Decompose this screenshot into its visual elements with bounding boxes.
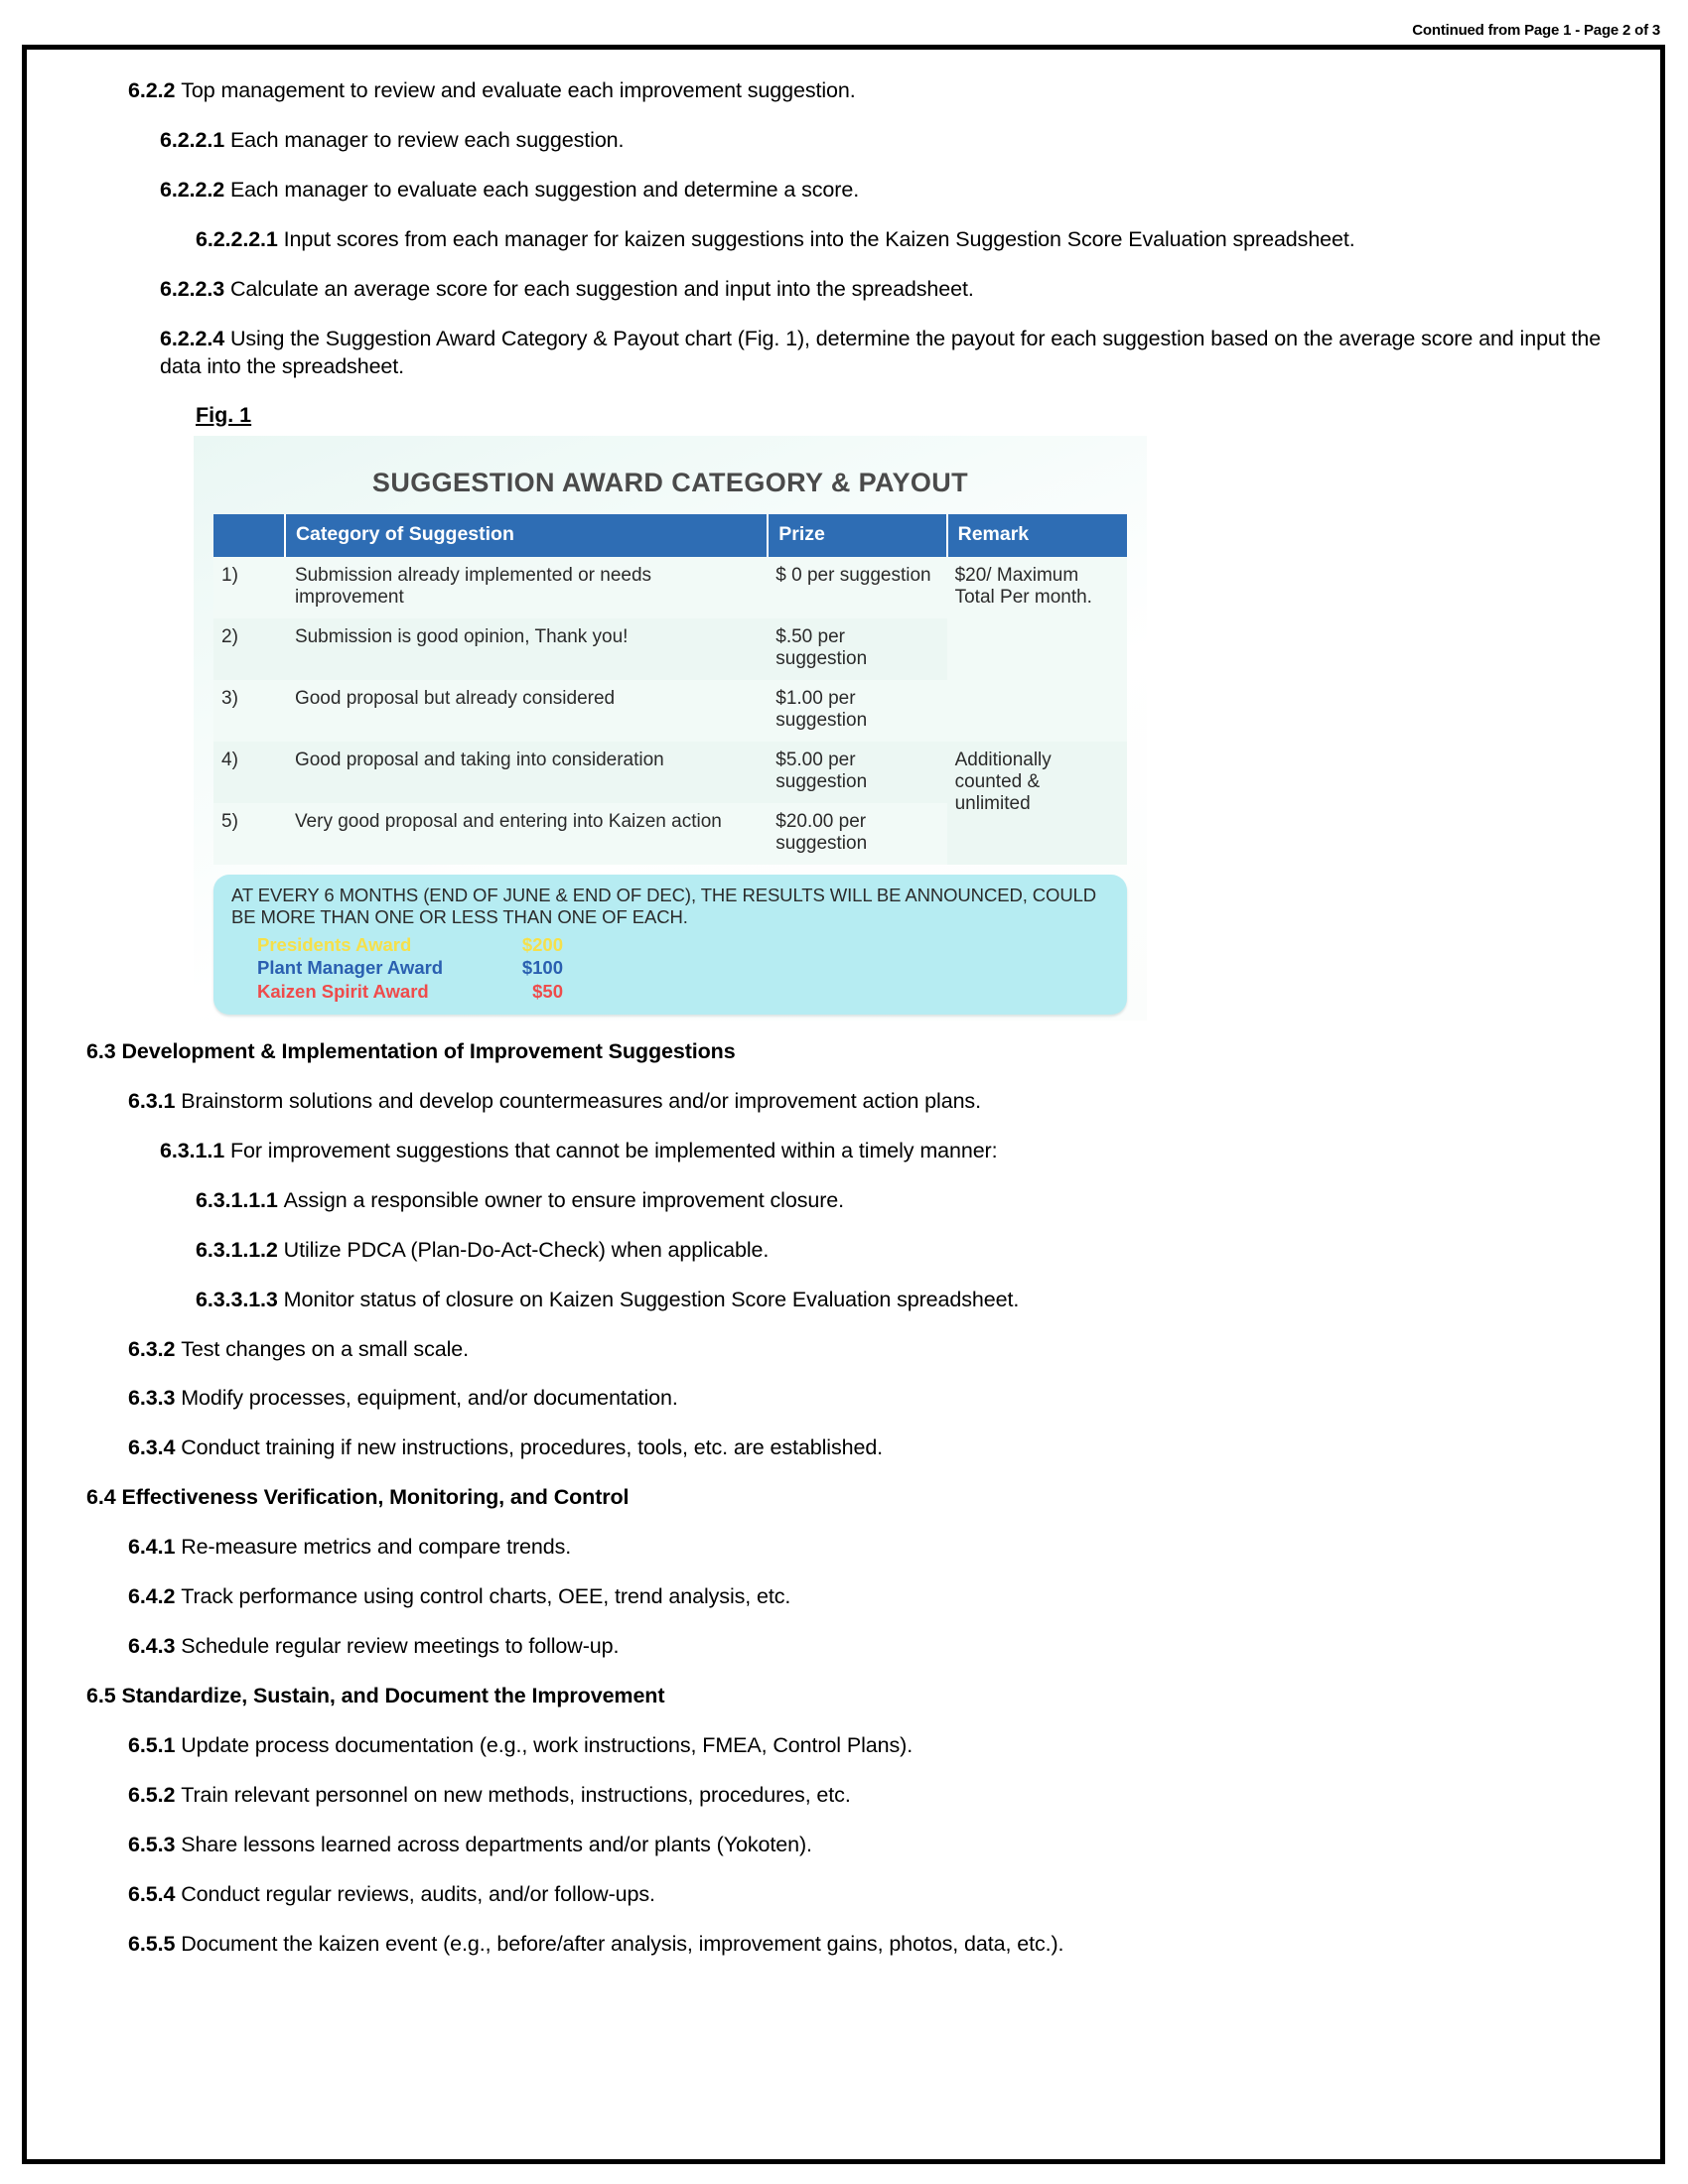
clause-text: Effectiveness Verification, Monitoring, and Control <box>121 1485 630 1510</box>
award-amount: $200 <box>521 934 563 955</box>
row-remark: Additionally counted & unlimited <box>947 742 1127 865</box>
award-table-body <box>213 557 1127 865</box>
clause-text: Update process documentation (e.g., work instructions, FMEA, Control Plans). <box>181 1733 914 1758</box>
clause-text: Top management to review and evaluate each improvement suggestion. <box>181 78 856 102</box>
clause-number: 6.3.1.1.1 <box>196 1187 284 1212</box>
clause-6-5-5 <box>128 1931 1620 1959</box>
document-body <box>27 50 1660 2159</box>
award-list <box>231 933 1111 1003</box>
clause-6-3 <box>86 1038 1620 1066</box>
column-header-category: Category of Suggestion <box>285 514 768 557</box>
row-number: 3) <box>213 680 285 742</box>
clause-6-4-2 <box>128 1583 1620 1611</box>
clause-6-3-1 <box>128 1088 1620 1116</box>
clause-6-3-1-1-1 <box>196 1187 1620 1215</box>
clause-6-5-2 <box>128 1782 1620 1810</box>
clause-text: Re-measure metrics and compare trends. <box>181 1535 572 1560</box>
clause-6-4 <box>86 1484 1620 1512</box>
clause-6-3-3 <box>128 1385 1620 1413</box>
award-amount: $100 <box>521 957 563 979</box>
row-category: Submission already implemented or needs improvement <box>285 557 768 618</box>
figure-title: SUGGESTION AWARD CATEGORY & PAYOUT <box>371 467 969 497</box>
clause-6-3-3-1-3 <box>196 1287 1620 1314</box>
clause-number: 6.4.2 <box>128 1584 182 1609</box>
row-category: Very good proposal and entering into Kaizen action <box>285 803 768 865</box>
clause-text: Schedule regular review meetings to follow-up. <box>181 1634 620 1659</box>
clause-text: Brainstorm solutions and develop countermeasures and/or improvement action plans. <box>181 1088 981 1113</box>
clause-6-5-3 <box>128 1832 1620 1859</box>
clause-number: 6.3 <box>86 1038 122 1063</box>
figure-label: Fig. 1 <box>196 402 252 427</box>
callout-text: AT EVERY 6 MONTHS (END OF JUNE & END OF DEC), THE RESULTS WILL BE ANNOUNCED, COULD BE MORE THAN ONE OR LESS THAN ONE OF EACH. <box>231 884 1097 928</box>
award-item-kaizen-spirit <box>257 980 1111 1003</box>
clause-6-5-4 <box>128 1881 1620 1909</box>
table-row <box>213 557 1127 618</box>
clause-number: 6.2.2.4 <box>160 326 230 350</box>
clause-6-3-1-1 <box>160 1138 1620 1165</box>
column-header-prize: Prize <box>768 514 946 557</box>
clause-number: 6.3.1.1 <box>160 1138 230 1162</box>
clause-text: Train relevant personnel on new methods, instructions, procedures, etc. <box>181 1782 851 1807</box>
clause-number: 6.3.3 <box>128 1386 182 1411</box>
clause-text: Conduct training if new instructions, procedures, tools, etc. are established. <box>181 1435 884 1460</box>
clause-text: Each manager to evaluate each suggestion and determine a score. <box>229 177 860 202</box>
clause-6-5 <box>86 1683 1620 1710</box>
figure-canvas <box>194 436 1147 1021</box>
table-row <box>213 742 1127 803</box>
clause-6-4-1 <box>128 1534 1620 1562</box>
clause-text: Input scores from each manager for kaizen suggestions into the Kaizen Suggestion Score Evaluation spreadsheet. <box>283 226 1355 251</box>
clause-number: 6.2.2.2.1 <box>196 226 284 251</box>
clause-6-3-1-1-2 <box>196 1237 1620 1265</box>
clause-6-2-2-3 <box>160 276 1620 304</box>
row-prize: $5.00 per suggestion <box>768 742 946 803</box>
clause-text: Monitor status of closure on Kaizen Suggestion Score Evaluation spreadsheet. <box>283 1287 1020 1311</box>
clause-text: Document the kaizen event (e.g., before/after analysis, improvement gains, photos, data, etc.). <box>181 1931 1064 1956</box>
figure-1 <box>194 436 1177 1038</box>
clause-text: Track performance using control charts, OEE, trend analysis, etc. <box>181 1584 791 1609</box>
clause-text: Standardize, Sustain, and Document the Improvement <box>121 1684 665 1708</box>
clause-6-3-4 <box>128 1434 1620 1462</box>
page-continued-note: Continued from Page 1 - Page 2 of 3 <box>1412 22 1660 39</box>
clause-number: 6.3.4 <box>128 1435 182 1460</box>
row-prize: $20.00 per suggestion <box>768 803 946 865</box>
clause-number: 6.3.2 <box>128 1336 182 1361</box>
clause-text: Using the Suggestion Award Category & Payout chart (Fig. 1), determine the payout for each suggestion based on the average score and input the data into the spreadsheet. <box>160 326 1602 378</box>
clause-number: 6.4.3 <box>128 1634 182 1659</box>
row-prize: $1.00 per suggestion <box>768 680 946 742</box>
clause-text: Conduct regular reviews, audits, and/or follow-ups. <box>181 1881 655 1906</box>
clause-number: 6.4.1 <box>128 1535 182 1560</box>
page-border <box>22 45 1665 2164</box>
clause-6-5-1 <box>128 1732 1620 1760</box>
clause-6-2-2-4 <box>160 326 1611 381</box>
award-name: Presidents Award <box>257 934 412 955</box>
row-remark: $20/ Maximum Total Per month. <box>947 557 1127 742</box>
clause-6-2-2-1 <box>160 127 1620 155</box>
clause-number: 6.5.1 <box>128 1733 182 1758</box>
award-name: Kaizen Spirit Award <box>257 980 429 1002</box>
clause-6-2-2-2-1 <box>196 226 1561 254</box>
award-item-plant-manager <box>257 956 1111 979</box>
clause-text: Development & Implementation of Improvement Suggestions <box>121 1038 736 1063</box>
row-category: Good proposal and taking into consideration <box>285 742 768 803</box>
clause-number: 6.2.2.3 <box>160 276 230 301</box>
column-header-number <box>213 514 285 557</box>
clause-text: Calculate an average score for each suggestion and input into the spreadsheet. <box>229 276 974 301</box>
row-category: Good proposal but already considered <box>285 680 768 742</box>
clause-6-2-2 <box>128 77 1620 105</box>
clause-6-3-2 <box>128 1336 1620 1364</box>
row-prize: $.50 per suggestion <box>768 618 946 680</box>
clause-number: 6.3.3.1.3 <box>196 1287 284 1311</box>
clause-text: Each manager to review each suggestion. <box>229 127 625 152</box>
clause-number: 6.2.2.1 <box>160 127 230 152</box>
clause-number: 6.2.2.2 <box>160 177 230 202</box>
clause-number: 6.4 <box>86 1485 122 1510</box>
clause-text: For improvement suggestions that cannot be implemented within a timely manner: <box>229 1138 998 1162</box>
announcement-callout <box>213 875 1127 1015</box>
award-item-presidents <box>257 933 1111 956</box>
clause-6-2-2-2 <box>160 177 1620 205</box>
column-header-remark: Remark <box>947 514 1127 557</box>
clause-number: 6.5.3 <box>128 1832 182 1856</box>
row-number: 4) <box>213 742 285 803</box>
clause-number: 6.3.1.1.2 <box>196 1237 284 1262</box>
row-number: 2) <box>213 618 285 680</box>
table-header-row <box>213 514 1127 557</box>
clause-number: 6.2.2 <box>128 78 182 102</box>
clause-number: 6.5.5 <box>128 1931 182 1956</box>
clause-6-4-3 <box>128 1633 1620 1661</box>
clause-number: 6.5.4 <box>128 1881 182 1906</box>
award-category-table <box>213 514 1127 865</box>
clause-text: Utilize PDCA (Plan-Do-Act-Check) when applicable. <box>283 1237 770 1262</box>
row-number: 1) <box>213 557 285 618</box>
award-amount: $50 <box>532 980 563 1002</box>
clause-text: Assign a responsible owner to ensure improvement closure. <box>283 1187 844 1212</box>
award-name: Plant Manager Award <box>257 957 444 979</box>
clause-text: Share lessons learned across departments and/or plants (Yokoten). <box>181 1832 812 1856</box>
row-category: Submission is good opinion, Thank you! <box>285 618 768 680</box>
clause-text: Test changes on a small scale. <box>181 1336 469 1361</box>
clause-number: 6.3.1 <box>128 1088 182 1113</box>
clause-number: 6.5.2 <box>128 1782 182 1807</box>
clause-number: 6.5 <box>86 1684 122 1708</box>
row-prize: $ 0 per suggestion <box>768 557 946 618</box>
clause-text: Modify processes, equipment, and/or documentation. <box>181 1386 678 1411</box>
row-number: 5) <box>213 803 285 865</box>
